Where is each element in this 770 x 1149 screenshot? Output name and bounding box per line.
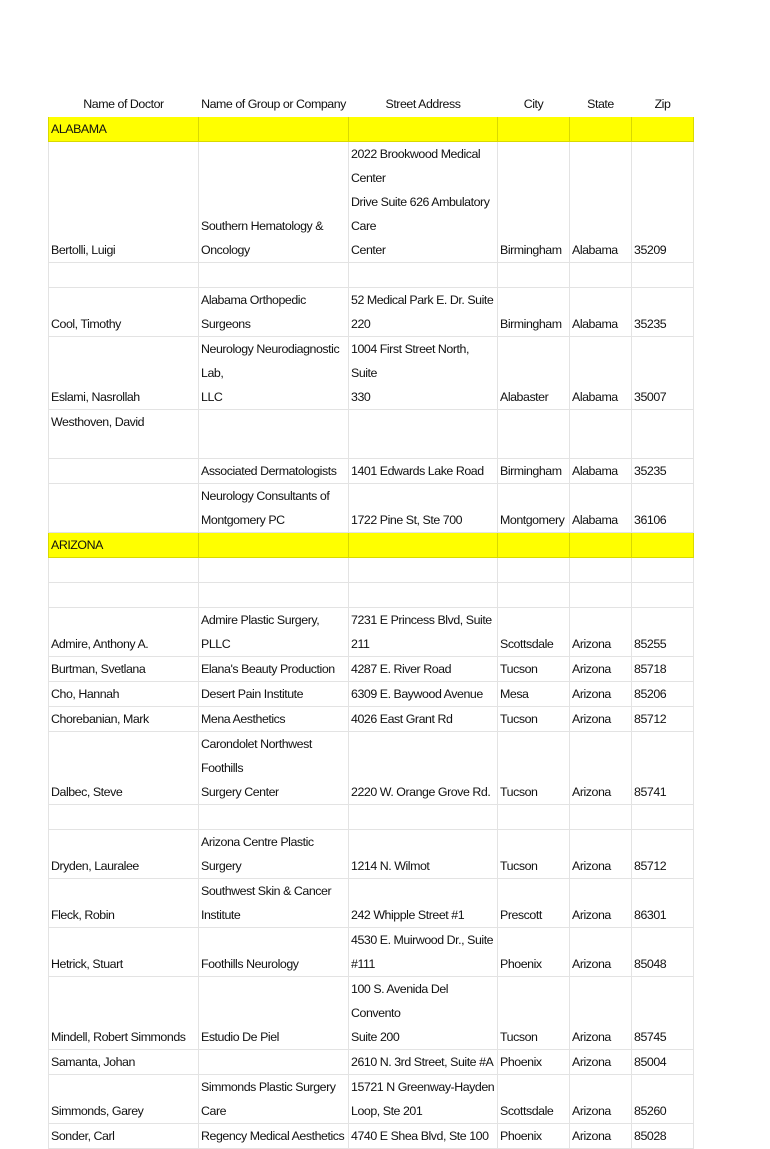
city-cell: Birmingham	[498, 459, 570, 484]
zip-cell: 85712	[632, 830, 694, 879]
table-row	[49, 410, 694, 459]
state-section-filler	[632, 117, 694, 142]
table-row	[49, 263, 694, 288]
group-name-cell	[199, 1050, 349, 1075]
street-address-cell: 4530 E. Muirwood Dr., Suite #111	[349, 928, 498, 977]
group-name-cell: Associated Dermatologists	[199, 459, 349, 484]
state-section-filler	[349, 533, 498, 558]
city-cell	[498, 263, 570, 288]
doctor-name-cell: Chorebanian, Mark	[49, 707, 199, 732]
group-name-cell: Elana's Beauty Production	[199, 657, 349, 682]
doctor-name-cell	[49, 558, 199, 583]
group-name-cell: Regency Medical Aesthetics	[199, 1124, 349, 1149]
state-section-label: ARIZONA	[49, 533, 199, 558]
table-row	[49, 928, 694, 977]
zip-cell: 85712	[632, 707, 694, 732]
city-cell: Prescott	[498, 879, 570, 928]
state-cell: Arizona	[570, 830, 632, 879]
street-address-cell: 2610 N. 3rd Street, Suite #A	[349, 1050, 498, 1075]
zip-cell: 85206	[632, 682, 694, 707]
table-row	[49, 288, 694, 337]
group-name-cell: Simmonds Plastic Surgery Care	[199, 1075, 349, 1124]
city-cell: Scottsdale	[498, 1075, 570, 1124]
street-address-cell: 4026 East Grant Rd	[349, 707, 498, 732]
zip-cell: 86301	[632, 879, 694, 928]
state-section-filler	[570, 117, 632, 142]
doctor-name-cell: Fleck, Robin	[49, 879, 199, 928]
doctor-name-cell	[49, 583, 199, 608]
doctor-name-cell: Hetrick, Stuart	[49, 928, 199, 977]
column-header-address: Street Address	[385, 97, 461, 111]
group-name-cell: Alabama Orthopedic Surgeons	[199, 288, 349, 337]
doctor-name-cell: Dryden, Lauralee	[49, 830, 199, 879]
column-header-doctor: Name of Doctor	[83, 97, 164, 111]
city-cell: Birmingham	[498, 142, 570, 263]
zip-cell: 35235	[632, 459, 694, 484]
zip-cell: 85260	[632, 1075, 694, 1124]
street-address-cell: 2220 W. Orange Grove Rd.	[349, 732, 498, 805]
zip-cell	[632, 410, 694, 459]
city-cell: Tucson	[498, 732, 570, 805]
table-row	[49, 142, 694, 263]
group-name-cell	[199, 805, 349, 830]
group-name-cell: Southern Hematology & Oncology	[199, 142, 349, 263]
group-name-cell	[199, 410, 349, 459]
street-address-cell	[349, 583, 498, 608]
state-cell: Arizona	[570, 608, 632, 657]
city-cell: Tucson	[498, 977, 570, 1050]
group-name-cell: Estudio De Piel	[199, 977, 349, 1050]
state-cell: Arizona	[570, 879, 632, 928]
state-cell: Alabama	[570, 142, 632, 263]
state-section-filler	[498, 117, 570, 142]
group-name-cell	[199, 583, 349, 608]
city-cell	[498, 558, 570, 583]
state-cell: Arizona	[570, 1075, 632, 1124]
state-cell: Arizona	[570, 977, 632, 1050]
group-name-cell: Mena Aesthetics	[199, 707, 349, 732]
table-row	[49, 558, 694, 583]
table-row	[49, 583, 694, 608]
doctor-name-cell: Eslami, Nasrollah	[49, 337, 199, 410]
state-section-label: ALABAMA	[49, 117, 199, 142]
column-header-zip: Zip	[654, 97, 671, 111]
table-row	[49, 879, 694, 928]
doctor-name-cell: Westhoven, David	[49, 410, 199, 459]
column-header-state: State	[587, 97, 614, 111]
state-cell: Arizona	[570, 1124, 632, 1149]
doctor-name-cell: Burtman, Svetlana	[49, 657, 199, 682]
table-row	[49, 1124, 694, 1149]
column-header-city: City	[523, 97, 544, 111]
state-section-row	[49, 117, 694, 142]
doctor-name-cell	[49, 263, 199, 288]
zip-cell: 36106	[632, 484, 694, 533]
doctor-name-cell	[49, 484, 199, 533]
street-address-cell: 7231 E Princess Blvd, Suite 211	[349, 608, 498, 657]
group-name-cell: Admire Plastic Surgery, PLLC	[199, 608, 349, 657]
zip-cell	[632, 263, 694, 288]
street-address-cell	[349, 558, 498, 583]
state-cell: Alabama	[570, 288, 632, 337]
doctor-name-cell: Simmonds, Garey	[49, 1075, 199, 1124]
state-cell: Alabama	[570, 484, 632, 533]
table-row	[49, 977, 694, 1050]
city-cell: Birmingham	[498, 288, 570, 337]
zip-cell: 85048	[632, 928, 694, 977]
state-section-filler	[570, 533, 632, 558]
zip-cell: 85255	[632, 608, 694, 657]
street-address-cell: 6309 E. Baywood Avenue	[349, 682, 498, 707]
street-address-cell	[349, 263, 498, 288]
column-header-group: Name of Group or Company	[201, 97, 346, 111]
doctor-name-cell: Cho, Hannah	[49, 682, 199, 707]
doctor-directory-table	[48, 91, 694, 1149]
state-cell: Alabama	[570, 459, 632, 484]
city-cell: Tucson	[498, 830, 570, 879]
city-cell: Phoenix	[498, 1050, 570, 1075]
street-address-cell: 15721 N Greenway-Hayden Loop, Ste 201	[349, 1075, 498, 1124]
doctor-name-cell: Bertolli, Luigi	[49, 142, 199, 263]
doctor-name-cell: Sonder, Carl	[49, 1124, 199, 1149]
street-address-cell: 1214 N. Wilmot	[349, 830, 498, 879]
zip-cell: 85741	[632, 732, 694, 805]
doctor-name-cell	[49, 805, 199, 830]
doctor-name-cell: Admire, Anthony A.	[49, 608, 199, 657]
group-name-cell: Arizona Centre Plastic Surgery	[199, 830, 349, 879]
table-header	[49, 92, 694, 117]
state-section-filler	[632, 533, 694, 558]
zip-cell: 85745	[632, 977, 694, 1050]
street-address-cell: 1722 Pine St, Ste 700	[349, 484, 498, 533]
state-cell	[570, 583, 632, 608]
doctor-directory-sheet	[48, 91, 693, 1149]
street-address-cell: 100 S. Avenida Del Convento Suite 200	[349, 977, 498, 1050]
doctor-name-cell: Samanta, Johan	[49, 1050, 199, 1075]
street-address-cell: 2022 Brookwood Medical Center Drive Suite 626 Ambulatory Care Center	[349, 142, 498, 263]
city-cell	[498, 410, 570, 459]
zip-cell: 35209	[632, 142, 694, 263]
city-cell: Tucson	[498, 657, 570, 682]
group-name-cell: Neurology Consultants of Montgomery PC	[199, 484, 349, 533]
state-cell: Alabama	[570, 337, 632, 410]
state-cell: Arizona	[570, 732, 632, 805]
zip-cell: 85004	[632, 1050, 694, 1075]
table-row	[49, 707, 694, 732]
table-row	[49, 830, 694, 879]
doctor-name-cell	[49, 459, 199, 484]
group-name-cell	[199, 263, 349, 288]
table-row	[49, 1050, 694, 1075]
group-name-cell: Desert Pain Institute	[199, 682, 349, 707]
street-address-cell: 52 Medical Park E. Dr. Suite 220	[349, 288, 498, 337]
state-section-row	[49, 533, 694, 558]
city-cell	[498, 805, 570, 830]
street-address-cell: 4740 E Shea Blvd, Ste 100	[349, 1124, 498, 1149]
street-address-cell: 1004 First Street North, Suite 330	[349, 337, 498, 410]
state-cell: Arizona	[570, 1050, 632, 1075]
city-cell: Scottsdale	[498, 608, 570, 657]
table-row	[49, 732, 694, 805]
city-cell: Mesa	[498, 682, 570, 707]
table-row	[49, 657, 694, 682]
state-cell	[570, 410, 632, 459]
state-section-filler	[199, 533, 349, 558]
city-cell	[498, 583, 570, 608]
table-row	[49, 459, 694, 484]
zip-cell: 35007	[632, 337, 694, 410]
city-cell: Phoenix	[498, 928, 570, 977]
zip-cell: 35235	[632, 288, 694, 337]
zip-cell: 85718	[632, 657, 694, 682]
street-address-cell: 4287 E. River Road	[349, 657, 498, 682]
zip-cell	[632, 805, 694, 830]
group-name-cell: Carondolet Northwest Foothills Surgery Center	[199, 732, 349, 805]
table-row	[49, 337, 694, 410]
group-name-cell	[199, 558, 349, 583]
state-cell: Arizona	[570, 682, 632, 707]
city-cell: Alabaster	[498, 337, 570, 410]
city-cell: Tucson	[498, 707, 570, 732]
group-name-cell: Neurology Neurodiagnostic Lab, LLC	[199, 337, 349, 410]
zip-cell	[632, 583, 694, 608]
state-section-filler	[349, 117, 498, 142]
state-cell	[570, 558, 632, 583]
doctor-name-cell: Dalbec, Steve	[49, 732, 199, 805]
table-row	[49, 484, 694, 533]
table-row	[49, 1075, 694, 1124]
street-address-cell	[349, 410, 498, 459]
doctor-name-cell: Mindell, Robert Simmonds	[49, 977, 199, 1050]
group-name-cell: Southwest Skin & Cancer Institute	[199, 879, 349, 928]
street-address-cell: 242 Whipple Street #1	[349, 879, 498, 928]
table-row	[49, 805, 694, 830]
street-address-cell: 1401 Edwards Lake Road	[349, 459, 498, 484]
table-body	[49, 117, 694, 1149]
state-cell	[570, 805, 632, 830]
doctor-name-cell: Cool, Timothy	[49, 288, 199, 337]
zip-cell	[632, 558, 694, 583]
table-row	[49, 608, 694, 657]
state-section-filler	[199, 117, 349, 142]
state-cell: Arizona	[570, 707, 632, 732]
street-address-cell	[349, 805, 498, 830]
group-name-cell: Foothills Neurology	[199, 928, 349, 977]
state-section-filler	[498, 533, 570, 558]
city-cell: Phoenix	[498, 1124, 570, 1149]
state-cell: Arizona	[570, 657, 632, 682]
state-cell	[570, 263, 632, 288]
city-cell: Montgomery	[498, 484, 570, 533]
state-cell: Arizona	[570, 928, 632, 977]
zip-cell: 85028	[632, 1124, 694, 1149]
table-row	[49, 682, 694, 707]
